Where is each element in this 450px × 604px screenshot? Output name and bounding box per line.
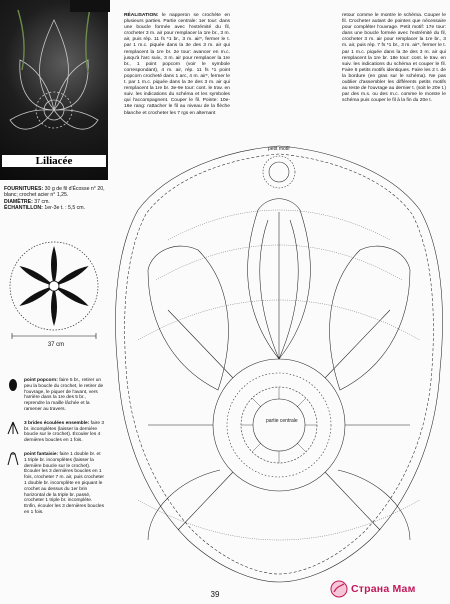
gauge-line	[4, 205, 110, 211]
motif-diagram	[6, 236, 102, 346]
diameter-label: DIAMÈTRE:	[4, 198, 33, 205]
supplies-label: FOURNITURES:	[4, 186, 44, 192]
legend-title: point popcorn:	[24, 378, 58, 383]
fancy-stitch-icon	[6, 452, 20, 466]
stitch-legend	[4, 378, 104, 524]
legend-title: point fantaisie:	[24, 451, 59, 457]
pattern-title: Liliacée	[2, 155, 106, 167]
chart-label-center: partie centrale	[266, 418, 298, 424]
legend-item-fancy	[4, 452, 104, 516]
legend-item-cluster	[4, 421, 104, 444]
popcorn-stitch-icon	[6, 378, 20, 392]
supplies-text: 30 g de fil d'Écosse n° 20, blanc; crochet acier n° 1,25.	[4, 186, 105, 199]
cluster-stitch-icon	[6, 421, 20, 435]
watermark	[330, 578, 450, 600]
instructions-text-1: le napperon se crochète en plusieurs parties. Partie centrale: 1er tour: dans une boucle formée avec l'extrémité du fil, crocheter 3 m. air pour remplacer la 1re br., 3 m. air, puis rép. 11 fs *1 br., 3 m. air*, fermer le t. par 1 m.c. piquée dans la 3e des 3 m. air qui remplacent la 1re br. 2e tour: avancer en m.c. jusqu'à l'arc suiv., 3 m. air pour remplacer la 1re br., 1 point popcorn (voir le symbole correspondant), 4 m. air, rép. 11 fs *1 point popcorn crocheté dans 1 arc, 4 m. air*, fermer le t. par 1 m.c. piquée dans la 3e des 3 m. air qui remplacent la 1re br. 3e-9e tour: cont. le trav. en suiv. les indications du schéma et les symboles qui l'accompagnent. Couper le fil. Pointe: 10e-16e rang: rattacher le fil au niveau de la flèche blanche et crocheter les 7 rgs en alternant	[124, 13, 230, 116]
motif-dimension: 37 cm	[47, 342, 65, 348]
legend-text: faire 5 br., retirer un peu la boucle du crochet, le retirer de l'ouvrage, le piquer de l'avant, vers l'arrière dans la 1re des 5 br., reprendre la maille lâchée et la ramener au travers.	[24, 378, 104, 412]
watermark-text: Страна Мам	[351, 583, 416, 595]
chart-label-top: petit motif	[268, 146, 290, 152]
gauge-text: 1er-3e t. : 5,5 cm.	[44, 205, 86, 212]
page-number: 39	[210, 590, 220, 599]
legend-item-popcorn	[4, 378, 104, 413]
product-photo	[0, 0, 108, 180]
legend-title: 3 brides écoulées ensemble:	[24, 420, 90, 426]
supplies-line	[4, 186, 110, 199]
header-tab	[70, 0, 110, 12]
diameter-text: 37 cm.	[34, 198, 50, 205]
stork-logo-icon	[330, 580, 348, 598]
instructions-heading: RÉALISATION:	[124, 13, 159, 18]
legend-text: faire 1 double br. et 1 triple br. incomplètes (laisser la dernière boucle sur le crochet). Écouler les 3 dernières boucles en 1 fois, crocheter 7 m. air, puis crocheter 1 double br. incomplète en piquant le crochet au dessus du 1er brin horizontal de la triple br. passé, crocheter 1 triple br. incomplète. Enfin, écouler les 3 dernières boucles en 1 fois.	[24, 451, 104, 515]
materials-block	[4, 186, 110, 212]
instructions-column-1	[124, 13, 230, 117]
instructions-text-2: retour comme le montre le schéma. Couper le fil. Crocheter autant de pointes que nécessaire pour compléter l'ouvrage. Petit motif: 17e tour: dans une boucle formée avec l'extrémité du fil, crocheter 3 m. air pour remplacer la 1re br., 3 m. air, puis rép. 7 fs *1 br., 3 m. air*, fermer le t. par 1 m.c. piquée dans la 3e des 3 m. air qui remplacent la 1re br. 18e tour: cont. le trav. en suiv. les indications du schéma et couper le fil. Faire 6 petits motifs identiques. Faire les 2 t. de la bordure (en gras sur le schéma). Ne pas oublier d'assembler les différents petits motifs au reste de l'ouvrage au dernier t. (soit le 20e t.) par des m.s. ou des m.c. comme le montre le schéma puis couper le fil à la fin du 20e t.	[342, 13, 446, 104]
instructions-column-2	[342, 13, 446, 104]
crochet-chart	[108, 140, 450, 585]
gauge-label: ÉCHANTILLON:	[4, 205, 43, 212]
doily-photo-image	[0, 0, 108, 180]
legend-text: faire 3 br. incomplètes (laisser la dernière boucle sur le crochet). Écouler les 4 dernières boucles en 1 fois.	[24, 420, 105, 444]
